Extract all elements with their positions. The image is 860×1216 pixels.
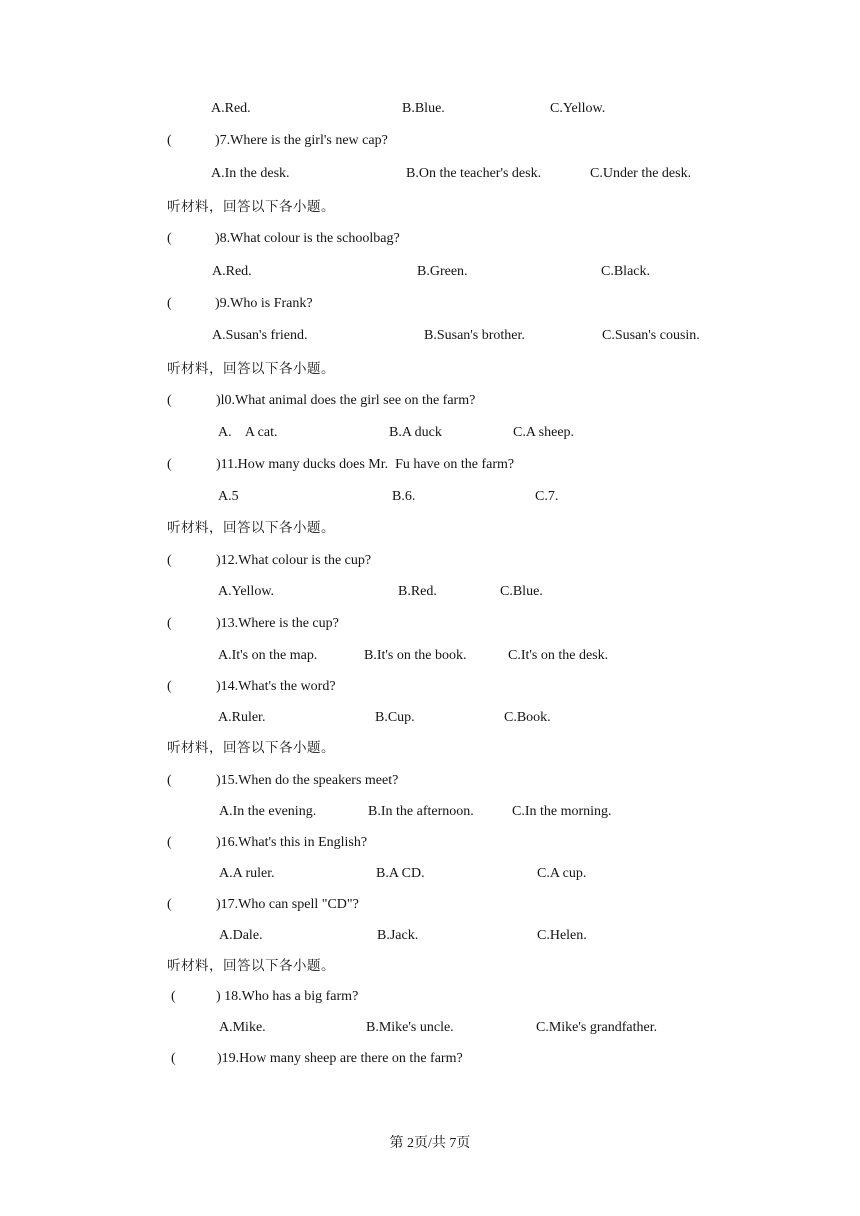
option-c: C.A cup.	[537, 866, 587, 881]
option-a: A.Ruler.	[218, 710, 266, 725]
answer-paren: (	[171, 1051, 176, 1066]
option-b: B.Cup.	[375, 710, 415, 725]
option-c: C.Blue.	[500, 584, 543, 599]
question-stem: )l0.What animal does the girl see on the farm?	[216, 393, 476, 408]
question-stem: )11.How many ducks does Mr. Fu have on the farm?	[216, 457, 515, 472]
option-b: B.Jack.	[377, 928, 419, 943]
question-stem: )9.Who is Frank?	[215, 296, 313, 311]
question-stem: )16.What's this in English?	[216, 835, 368, 850]
section-heading: 听材料，回答以下各小题。	[167, 199, 335, 215]
option-c: C.Black.	[601, 264, 650, 279]
option-b: B.Mike's uncle.	[366, 1020, 454, 1035]
option-a: A.Dale.	[219, 928, 263, 943]
question-stem: )12.What colour is the cup?	[216, 553, 372, 568]
question-stem: )14.What's the word?	[216, 679, 336, 694]
answer-paren: (	[167, 393, 172, 408]
option-a: A.Mike.	[219, 1020, 266, 1035]
option-b: B.Green.	[417, 264, 468, 279]
answer-paren: (	[167, 296, 172, 311]
option-b: B.Blue.	[402, 101, 445, 116]
option-c: C.In the morning.	[512, 804, 612, 819]
answer-paren: (	[171, 989, 176, 1004]
option-a: A. A cat.	[218, 425, 278, 440]
answer-paren: (	[167, 616, 172, 631]
section-heading: 听材料，回答以下各小题。	[167, 520, 335, 536]
option-c: C.A sheep.	[513, 425, 575, 440]
option-c: C.Mike's grandfather.	[536, 1020, 658, 1035]
answer-paren: (	[167, 231, 172, 246]
answer-paren: (	[167, 835, 172, 850]
option-b: B.In the afternoon.	[368, 804, 474, 819]
option-b: B.Susan's brother.	[424, 328, 525, 343]
section-heading: 听材料，回答以下各小题。	[167, 740, 335, 756]
question-stem: )7.Where is the girl's new cap?	[215, 133, 388, 148]
option-c: C.It's on the desk.	[508, 648, 609, 663]
option-a: A.5	[218, 489, 239, 504]
option-a: A.Red.	[211, 101, 251, 116]
option-c: C.Susan's cousin.	[602, 328, 700, 343]
option-b: B.A duck	[389, 425, 442, 440]
answer-paren: (	[167, 773, 172, 788]
question-stem: )17.Who can spell "CD"?	[216, 897, 359, 912]
option-c: C.Yellow.	[550, 101, 606, 116]
option-b: B.On the teacher's desk.	[406, 166, 542, 181]
option-b: B.6.	[392, 489, 416, 504]
option-c: C.Under the desk.	[590, 166, 692, 181]
answer-paren: (	[167, 457, 172, 472]
question-stem: )19.How many sheep are there on the farm?	[217, 1051, 463, 1066]
answer-paren: (	[167, 897, 172, 912]
option-b: B.Red.	[398, 584, 437, 599]
option-a: A.In the desk.	[211, 166, 290, 181]
question-stem: ) 18.Who has a big farm?	[216, 989, 359, 1004]
option-a: A.A ruler.	[219, 866, 275, 881]
page-footer: 第 2页/共 7页	[389, 1136, 471, 1151]
section-heading: 听材料，回答以下各小题。	[167, 361, 335, 377]
answer-paren: (	[167, 553, 172, 568]
question-stem: )15.When do the speakers meet?	[216, 773, 399, 788]
option-b: B.It's on the book.	[364, 648, 467, 663]
answer-paren: (	[167, 679, 172, 694]
option-a: A.Yellow.	[218, 584, 275, 599]
question-stem: )13.Where is the cup?	[216, 616, 339, 631]
option-a: A.It's on the map.	[218, 648, 318, 663]
answer-paren: (	[167, 133, 172, 148]
option-a: A.Susan's friend.	[212, 328, 308, 343]
option-a: A.Red.	[212, 264, 252, 279]
option-c: C.Book.	[504, 710, 551, 725]
option-a: A.In the evening.	[219, 804, 317, 819]
question-stem: )8.What colour is the schoolbag?	[215, 231, 400, 246]
section-heading: 听材料，回答以下各小题。	[167, 958, 335, 974]
option-b: B.A CD.	[376, 866, 425, 881]
option-c: C.Helen.	[537, 928, 587, 943]
option-c: C.7.	[535, 489, 559, 504]
